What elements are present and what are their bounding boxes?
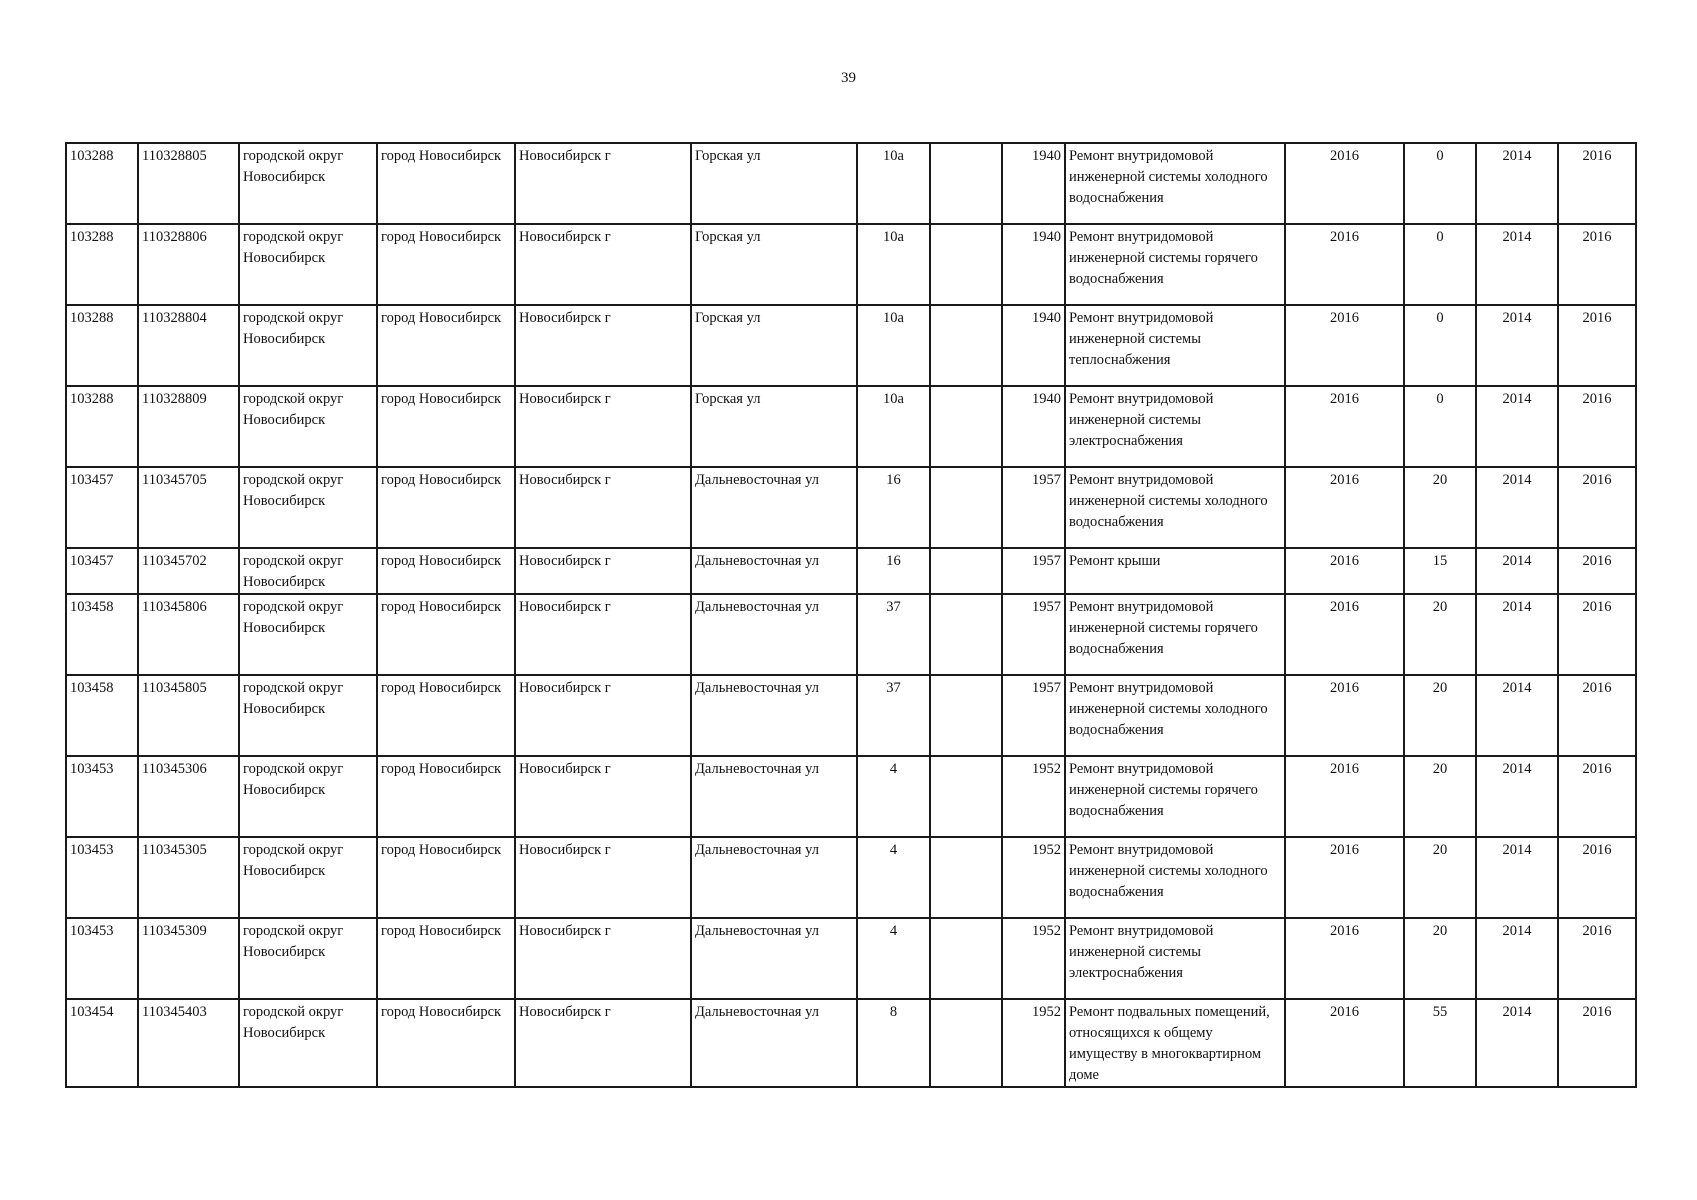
percent-cell: 0 (1404, 224, 1476, 305)
work-code-cell: 110345403 (138, 999, 239, 1087)
district-cell: городской округ Новосибирск (239, 999, 377, 1087)
plan-year-cell: 2016 (1285, 224, 1404, 305)
work-code-cell: 110328804 (138, 305, 239, 386)
work-code-cell: 110345702 (138, 548, 239, 594)
year-to-cell: 2016 (1558, 999, 1636, 1087)
locality-cell: Новосибирск г (515, 999, 691, 1087)
percent-cell: 20 (1404, 594, 1476, 675)
table-row (66, 467, 1636, 548)
locality-cell: Новосибирск г (515, 224, 691, 305)
locality-cell: Новосибирск г (515, 548, 691, 594)
work-type-cell: Ремонт внутридомовой инженерной системы холодного водоснабжения (1065, 467, 1285, 548)
settlement-cell: город Новосибирск (377, 675, 515, 756)
work-type-cell: Ремонт внутридомовой инженерной системы электроснабжения (1065, 386, 1285, 467)
year-from-cell: 2014 (1476, 467, 1558, 548)
table-row (66, 594, 1636, 675)
table-body (66, 143, 1636, 1087)
plan-year-cell: 2016 (1285, 837, 1404, 918)
district-cell: городской округ Новосибирск (239, 675, 377, 756)
percent-cell: 0 (1404, 386, 1476, 467)
table-row (66, 548, 1636, 594)
work-code-cell: 110328806 (138, 224, 239, 305)
work-code-cell: 110345305 (138, 837, 239, 918)
house-number-cell: 10а (857, 305, 930, 386)
building-cell (930, 999, 1002, 1087)
year-to-cell: 2016 (1558, 467, 1636, 548)
locality-cell: Новосибирск г (515, 386, 691, 467)
street-cell: Дальневосточная ул (691, 756, 857, 837)
percent-cell: 20 (1404, 467, 1476, 548)
settlement-cell: город Новосибирск (377, 837, 515, 918)
house-number-cell: 16 (857, 467, 930, 548)
year-built-cell: 1957 (1002, 548, 1065, 594)
row-id-cell: 103454 (66, 999, 138, 1087)
house-number-cell: 8 (857, 999, 930, 1087)
work-type-cell: Ремонт подвальных помещений, относящихся к общему имуществу в многоквартирном доме (1065, 999, 1285, 1087)
year-from-cell: 2014 (1476, 837, 1558, 918)
year-built-cell: 1940 (1002, 386, 1065, 467)
locality-cell: Новосибирск г (515, 837, 691, 918)
street-cell: Дальневосточная ул (691, 837, 857, 918)
year-from-cell: 2014 (1476, 143, 1558, 224)
work-type-cell: Ремонт внутридомовой инженерной системы холодного водоснабжения (1065, 837, 1285, 918)
percent-cell: 55 (1404, 999, 1476, 1087)
year-from-cell: 2014 (1476, 594, 1558, 675)
percent-cell: 0 (1404, 305, 1476, 386)
district-cell: городской округ Новосибирск (239, 143, 377, 224)
row-id-cell: 103457 (66, 467, 138, 548)
building-cell (930, 224, 1002, 305)
percent-cell: 20 (1404, 675, 1476, 756)
locality-cell: Новосибирск г (515, 675, 691, 756)
table-row (66, 224, 1636, 305)
settlement-cell: город Новосибирск (377, 386, 515, 467)
plan-year-cell: 2016 (1285, 756, 1404, 837)
row-id-cell: 103458 (66, 594, 138, 675)
year-to-cell: 2016 (1558, 386, 1636, 467)
settlement-cell: город Новосибирск (377, 756, 515, 837)
plan-year-cell: 2016 (1285, 675, 1404, 756)
year-built-cell: 1952 (1002, 999, 1065, 1087)
table-row (66, 999, 1636, 1087)
row-id-cell: 103288 (66, 386, 138, 467)
building-cell (930, 756, 1002, 837)
year-from-cell: 2014 (1476, 675, 1558, 756)
settlement-cell: город Новосибирск (377, 143, 515, 224)
work-code-cell: 110328809 (138, 386, 239, 467)
year-to-cell: 2016 (1558, 837, 1636, 918)
row-id-cell: 103288 (66, 143, 138, 224)
street-cell: Горская ул (691, 143, 857, 224)
percent-cell: 15 (1404, 548, 1476, 594)
building-cell (930, 675, 1002, 756)
building-cell (930, 548, 1002, 594)
row-id-cell: 103458 (66, 675, 138, 756)
house-number-cell: 37 (857, 675, 930, 756)
table-row (66, 756, 1636, 837)
year-from-cell: 2014 (1476, 918, 1558, 999)
work-code-cell: 110345705 (138, 467, 239, 548)
building-cell (930, 467, 1002, 548)
house-number-cell: 16 (857, 548, 930, 594)
percent-cell: 20 (1404, 837, 1476, 918)
district-cell: городской округ Новосибирск (239, 548, 377, 594)
row-id-cell: 103453 (66, 918, 138, 999)
work-code-cell: 110345806 (138, 594, 239, 675)
row-id-cell: 103453 (66, 756, 138, 837)
building-cell (930, 143, 1002, 224)
street-cell: Дальневосточная ул (691, 548, 857, 594)
year-from-cell: 2014 (1476, 224, 1558, 305)
year-to-cell: 2016 (1558, 548, 1636, 594)
table-row (66, 837, 1636, 918)
street-cell: Горская ул (691, 224, 857, 305)
work-code-cell: 110328805 (138, 143, 239, 224)
building-cell (930, 305, 1002, 386)
table-row (66, 305, 1636, 386)
district-cell: городской округ Новосибирск (239, 467, 377, 548)
year-built-cell: 1940 (1002, 224, 1065, 305)
percent-cell: 20 (1404, 918, 1476, 999)
work-type-cell: Ремонт внутридомовой инженерной системы горячего водоснабжения (1065, 224, 1285, 305)
row-id-cell: 103288 (66, 224, 138, 305)
work-code-cell: 110345805 (138, 675, 239, 756)
house-number-cell: 4 (857, 837, 930, 918)
year-from-cell: 2014 (1476, 756, 1558, 837)
year-to-cell: 2016 (1558, 594, 1636, 675)
work-type-cell: Ремонт внутридомовой инженерной системы холодного водоснабжения (1065, 143, 1285, 224)
row-id-cell: 103288 (66, 305, 138, 386)
plan-year-cell: 2016 (1285, 918, 1404, 999)
locality-cell: Новосибирск г (515, 467, 691, 548)
year-from-cell: 2014 (1476, 999, 1558, 1087)
plan-year-cell: 2016 (1285, 305, 1404, 386)
work-type-cell: Ремонт внутридомовой инженерной системы холодного водоснабжения (1065, 675, 1285, 756)
street-cell: Дальневосточная ул (691, 675, 857, 756)
percent-cell: 20 (1404, 756, 1476, 837)
building-cell (930, 837, 1002, 918)
work-type-cell: Ремонт внутридомовой инженерной системы теплоснабжения (1065, 305, 1285, 386)
year-to-cell: 2016 (1558, 224, 1636, 305)
plan-year-cell: 2016 (1285, 143, 1404, 224)
table-row (66, 386, 1636, 467)
house-number-cell: 10а (857, 224, 930, 305)
row-id-cell: 103453 (66, 837, 138, 918)
settlement-cell: город Новосибирск (377, 548, 515, 594)
year-to-cell: 2016 (1558, 143, 1636, 224)
locality-cell: Новосибирск г (515, 918, 691, 999)
work-code-cell: 110345306 (138, 756, 239, 837)
house-number-cell: 10а (857, 386, 930, 467)
year-from-cell: 2014 (1476, 305, 1558, 386)
street-cell: Дальневосточная ул (691, 918, 857, 999)
settlement-cell: город Новосибирск (377, 594, 515, 675)
year-built-cell: 1940 (1002, 143, 1065, 224)
plan-year-cell: 2016 (1285, 467, 1404, 548)
year-from-cell: 2014 (1476, 548, 1558, 594)
work-type-cell: Ремонт внутридомовой инженерной системы электроснабжения (1065, 918, 1285, 999)
settlement-cell: город Новосибирск (377, 467, 515, 548)
year-built-cell: 1952 (1002, 918, 1065, 999)
year-built-cell: 1952 (1002, 837, 1065, 918)
house-number-cell: 10а (857, 143, 930, 224)
house-number-cell: 4 (857, 756, 930, 837)
year-built-cell: 1957 (1002, 675, 1065, 756)
work-type-cell: Ремонт внутридомовой инженерной системы горячего водоснабжения (1065, 594, 1285, 675)
table-row (66, 918, 1636, 999)
house-number-cell: 37 (857, 594, 930, 675)
year-built-cell: 1952 (1002, 756, 1065, 837)
district-cell: городской округ Новосибирск (239, 386, 377, 467)
row-id-cell: 103457 (66, 548, 138, 594)
district-cell: городской округ Новосибирск (239, 837, 377, 918)
year-built-cell: 1957 (1002, 594, 1065, 675)
locality-cell: Новосибирск г (515, 143, 691, 224)
district-cell: городской округ Новосибирск (239, 594, 377, 675)
district-cell: городской округ Новосибирск (239, 305, 377, 386)
building-cell (930, 386, 1002, 467)
street-cell: Дальневосточная ул (691, 594, 857, 675)
year-to-cell: 2016 (1558, 675, 1636, 756)
plan-year-cell: 2016 (1285, 548, 1404, 594)
settlement-cell: город Новосибирск (377, 918, 515, 999)
street-cell: Горская ул (691, 305, 857, 386)
year-from-cell: 2014 (1476, 386, 1558, 467)
year-to-cell: 2016 (1558, 305, 1636, 386)
locality-cell: Новосибирск г (515, 594, 691, 675)
settlement-cell: город Новосибирск (377, 224, 515, 305)
district-cell: городской округ Новосибирск (239, 224, 377, 305)
plan-year-cell: 2016 (1285, 386, 1404, 467)
district-cell: городской округ Новосибирск (239, 918, 377, 999)
district-cell: городской округ Новосибирск (239, 756, 377, 837)
work-type-cell: Ремонт внутридомовой инженерной системы горячего водоснабжения (1065, 756, 1285, 837)
locality-cell: Новосибирск г (515, 305, 691, 386)
table-row (66, 143, 1636, 224)
page-number: 39 (841, 70, 856, 86)
settlement-cell: город Новосибирск (377, 305, 515, 386)
settlement-cell: город Новосибирск (377, 999, 515, 1087)
building-cell (930, 918, 1002, 999)
plan-year-cell: 2016 (1285, 999, 1404, 1087)
work-code-cell: 110345309 (138, 918, 239, 999)
street-cell: Горская ул (691, 386, 857, 467)
locality-cell: Новосибирск г (515, 756, 691, 837)
percent-cell: 0 (1404, 143, 1476, 224)
year-to-cell: 2016 (1558, 756, 1636, 837)
work-type-cell: Ремонт крыши (1065, 548, 1285, 594)
plan-year-cell: 2016 (1285, 594, 1404, 675)
street-cell: Дальневосточная ул (691, 467, 857, 548)
street-cell: Дальневосточная ул (691, 999, 857, 1087)
house-number-cell: 4 (857, 918, 930, 999)
year-built-cell: 1940 (1002, 305, 1065, 386)
year-built-cell: 1957 (1002, 467, 1065, 548)
table-row (66, 675, 1636, 756)
year-to-cell: 2016 (1558, 918, 1636, 999)
building-cell (930, 594, 1002, 675)
repair-register-table (65, 142, 1637, 1088)
